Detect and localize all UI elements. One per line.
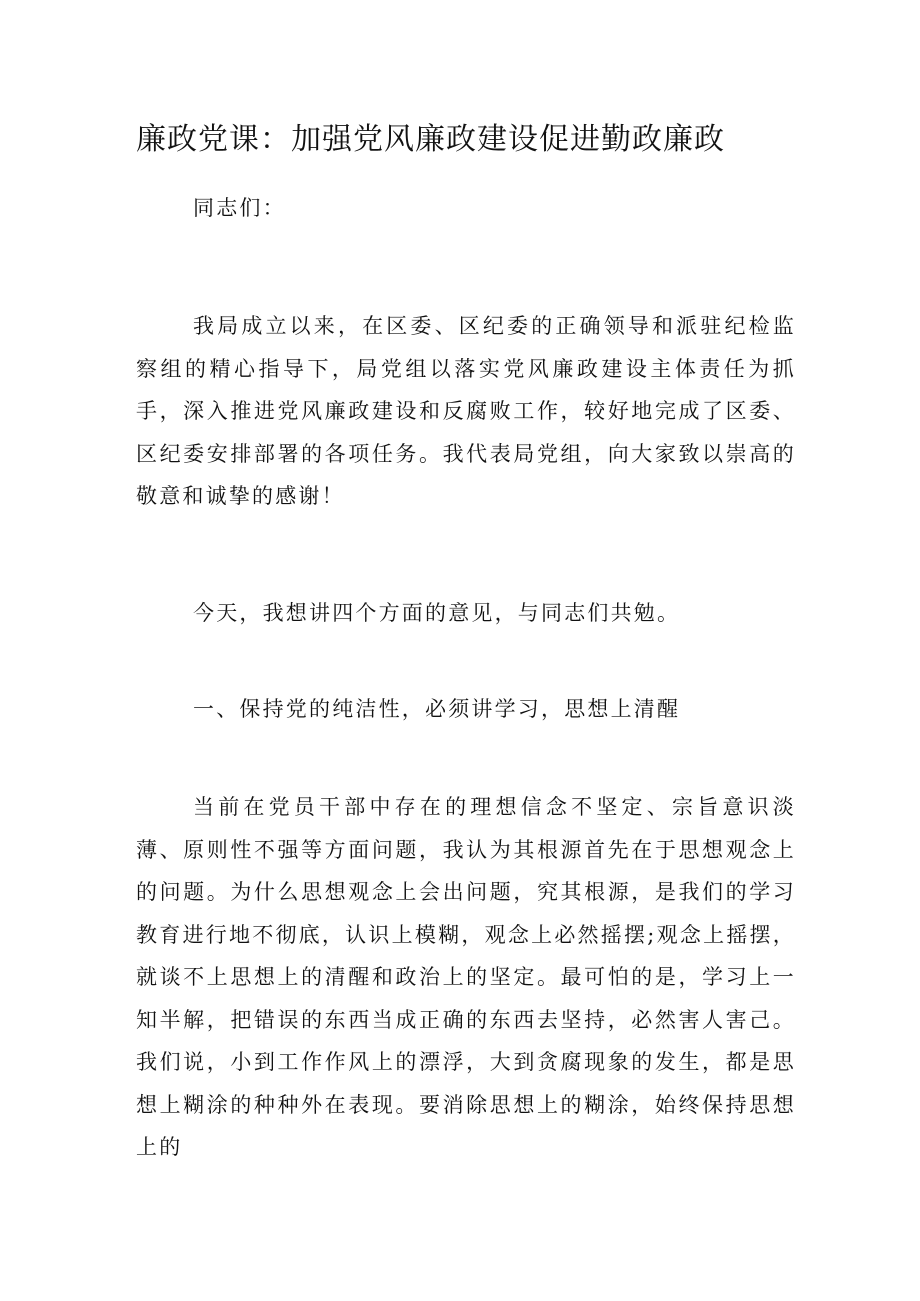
salutation-block	[136, 187, 796, 230]
section-1-body: 当前在党员干部中存在的理想信念不坚定、宗旨意识淡薄、原则性不强等方面问题，我认为其根源首先在于思想观念上的问题。为什么思想观念上会出问题，究其根源，是我们的学习教育进行地不彻底，认识上模糊，观念上必然摇摆;观念上摇摆，就谈不上思想上的清醒和政治上的坚定。最可怕的是，学习上一知半解，把错误的东西当成正确的东西去坚持，必然害人害己。我们说，小到工作作风上的漂浮，大到贪腐现象的发生，都是思想上糊涂的种种外在表现。要消除思想上的糊涂，始终保持思想上的	[136, 795, 796, 1159]
section-body-block	[136, 786, 796, 1169]
section-heading-block	[136, 688, 796, 731]
agenda-paragraph: 今天，我想讲四个方面的意见，与同志们共勉。	[193, 601, 681, 625]
intro-block	[136, 305, 796, 518]
salutation: 同志们：	[193, 196, 286, 220]
section-1-heading: 一、保持党的纯洁性，必须讲学习，思想上清醒	[193, 697, 681, 721]
document-title: 廉政党课：加强党风廉政建设促进勤政廉政	[136, 122, 725, 157]
intro-paragraph: 我局成立以来，在区委、区纪委的正确领导和派驻纪检监察组的精心指导下，局党组以落实党风廉政建设主体责任为抓手，深入推进党风廉政建设和反腐败工作，较好地完成了区委、区纪委安排部署的各项任务。我代表局党组，向大家致以崇高的敬意和诚挚的感谢！	[136, 314, 796, 508]
agenda-block	[136, 592, 796, 635]
